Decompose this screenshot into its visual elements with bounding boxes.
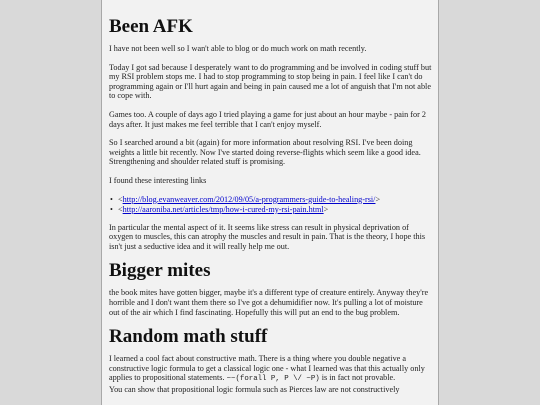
post-paragraph: I found these interesting links: [109, 175, 207, 185]
link-bracket-close: >: [375, 194, 381, 204]
paragraph-text: I learned a cool fact about constructive math. There is a thing where you double negative a constructive logic formula to get a classical logic one - what I learned was that this actually only applies to propositional statements.: [109, 354, 425, 383]
post-title: Random math stuff: [109, 326, 268, 348]
post-title: Bigger mites: [109, 260, 211, 282]
link-bracket-close: >: [323, 204, 329, 214]
post-paragraph: So I searched around a bit (again) for more information about resolving RSI. I've been doing weights a little bit recently. Now I've started doing reverse-flights which seem like a good idea. Strengthening and shoulder related stuff is promising.: [109, 138, 421, 167]
post-paragraph: In particular the mental aspect of it. It seems like stress can result in physical deprivation of oxygen to muscles, this can atrophy the muscles and result in pain. That is the theory, I hope this isn't just a seductive idea and it will really help me out.: [109, 222, 426, 251]
blog-content: [102, 16, 438, 394]
link-list: [109, 195, 432, 215]
list-item: [118, 205, 432, 215]
blog-page: [101, 0, 439, 405]
rsi-guide-link[interactable]: http://blog.evanweaver.com/2012/09/05/a-programmers-guide-to-healing-rsi/: [122, 194, 376, 204]
paragraph-text: You can show that propositional logic formula such as Pierces law are not constructively: [109, 384, 400, 394]
rsi-cure-link[interactable]: http://aaroniba.net/articles/tmp/how-i-cured-my-rsi-pain.html: [122, 204, 324, 214]
post-paragraph: Games too. A couple of days ago I tried playing a game for just about an hour maybe - pain for 2 days after. It just makes me feel terrible that I can't enjoy myself.: [109, 109, 426, 129]
post-paragraph: the book mites have gotten bigger, maybe it's a different type of creature entirely. Anyway they're horrible and I don't want them there so I've got a dehumidifier now. It's pulling a lot of moisture out of the air which I find fascinating. Hopefully this will put an end to the bug problem.: [109, 288, 429, 317]
post-title: Been AFK: [109, 16, 193, 37]
inline-code: ~~(forall P, P \/ ~P): [226, 375, 320, 384]
post-paragraph: I have not been well so I wan't able to blog or do much work on math recently.: [109, 44, 367, 53]
post-paragraph: Today I got sad because I desperately want to do programming and be involved in coding stuff but my RSI problem stops me. I had to stop programming to stop being in pain. I feel like I can't do programming again or I'll hurt again and being in pain caused me a lot of anguish that I'm not able to cope with.: [109, 62, 432, 101]
post-paragraph: [109, 354, 432, 394]
link-bracket-open: <: [118, 194, 123, 204]
link-bracket-open: <: [118, 204, 123, 214]
paragraph-text: is in fact not provable.: [321, 373, 396, 383]
list-item: [118, 195, 432, 205]
